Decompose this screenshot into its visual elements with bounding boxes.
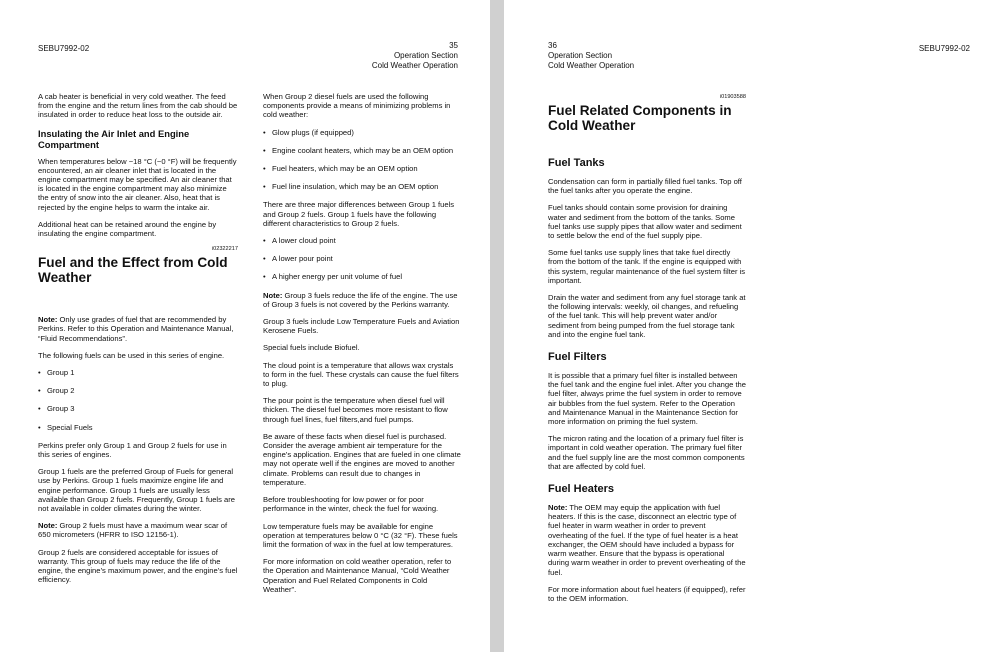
note-label: Note:	[263, 290, 283, 300]
list-item: • Group 2	[38, 386, 238, 395]
note-label: Note:	[548, 503, 568, 513]
paragraph: Special fuels include Biofuel.	[263, 343, 360, 353]
reference-id: i02322217	[211, 246, 238, 253]
note	[548, 503, 746, 577]
section-title: Operation Section	[393, 51, 458, 60]
list-item: • Group 1	[38, 368, 238, 377]
page-35	[0, 0, 490, 652]
paragraph: Fuel tanks should contain some provision for draining water and sediment from the bottom of the tanks. Some fuel tanks use supply pipes that allow water and sediment to settle below the end of the fuel supply pipe.	[548, 203, 742, 241]
page-number: 35	[449, 41, 458, 50]
subsection-title: Cold Weather Operation	[548, 61, 635, 70]
paragraph: Perkins prefer only Group 1 and Group 2 fuels for use in this series of engines.	[38, 440, 227, 460]
page-header-right	[300, 41, 458, 71]
page-number: 36	[548, 41, 557, 50]
paragraph: When Group 2 diesel fuels are used the following components provide a means of minimizing problems in cold weather:	[263, 92, 451, 120]
note-text: Only use grades of fuel that are recommended by Perkins. Refer to this Operation and Maintenance Manual, “Fluid Recommendations”.	[38, 315, 234, 343]
note-text: Group 3 fuels reduce the life of the engine. The use of Group 3 fuels is not covered by the Perkins warranty.	[263, 290, 458, 309]
paragraph: Before troubleshooting for low power or for poor performance in the winter, check the fuel for waxing.	[263, 495, 439, 514]
section-heading: Fuel Heaters	[548, 483, 615, 496]
right-column	[263, 92, 461, 602]
doc-code: SEBU7992-02	[38, 44, 90, 53]
note	[263, 291, 461, 309]
paragraph: For more information about fuel heaters (if equipped), refer to the OEM information.	[548, 584, 746, 603]
left-column	[38, 92, 238, 593]
section-heading: Fuel Filters	[548, 351, 607, 364]
list-item: • A higher energy per unit volume of fuel	[263, 272, 461, 281]
list-item: • A lower pour point	[263, 254, 461, 263]
note-label: Note:	[38, 521, 58, 531]
component-list	[263, 128, 461, 192]
list-item: • Group 3	[38, 404, 238, 413]
list-item: • A lower cloud point	[263, 236, 461, 245]
reference-id: i01903588	[719, 94, 746, 100]
paragraph: There are three major differences between Group 1 fuels and Group 2 fuels. Group 1 fuels have the following different characteristics to Group 2 fuels.	[263, 200, 455, 228]
paragraph: Condensation can form in partially filled fuel tanks. Top off the fuel tanks after you operate the engine.	[548, 177, 742, 196]
paragraph: Group 1 fuels are the preferred Group of Fuels for general use by Perkins. Group 1 fuels maximize engine life and engine performance. Group 1 fuels are usually less available than Group 2 fuels. Frequently, Group 1 fuels are not available in colder climates during the winter.	[38, 467, 235, 514]
note-text: Group 2 fuels must have a maximum wear scar of 650 micrometers (HFRR to ISO 12156-1).	[38, 521, 228, 540]
paragraph: Group 2 fuels are considered acceptable for issues of warranty. This group of fuels may reduce the life of the engine, the engine’s maximum power, and the engine’s fuel efficiency.	[38, 547, 238, 585]
paragraph: Group 3 fuels include Low Temperature Fuels and Aviation Kerosene Fuels.	[263, 317, 460, 336]
paragraph: For more information on cold weather operation, refer to the Operation and Maintenance Manual, “Cold Weather Operation and Fuel Related Components in Cold Weather”.	[263, 557, 452, 594]
paragraph: The pour point is the temperature when diesel fuel will thicken. The diesel fuel becomes more resistant to flow through fuel lines, fuel filters,and fuel pumps.	[263, 396, 448, 424]
fuel-group-list	[38, 368, 238, 432]
paragraph: It is possible that a primary fuel filter is installed between the fuel tank and the engine fuel inlet. After you change the fuel filter, always prime the fuel system in order to remove air bubbles from the fuel system. Refer to the Operation and Maintenance Manual in the Maintenance Section for more information on priming the fuel system.	[548, 371, 747, 427]
paragraph: When temperatures below −18 °C (−0 °F) will be frequently encountered, an air cleaner inlet that is located in the engine compartment may be specified. An air cleaner that is located in the engine compartment may also minimize the entry of snow into the air cleaner. Also, heat that is rejected by the engine helps to warm the intake air.	[38, 156, 237, 212]
paragraph: The following fuels can be used in this series of engine.	[38, 350, 225, 360]
paragraph: Be aware of these facts when diesel fuel is purchased. Consider the average ambient air temperature for the engine’s application. Engines that are fueled in one climate may not operate well if the engines are moved to another climate. Problems can result due to changes in temperature.	[263, 431, 461, 487]
list-item: • Fuel heaters, which may be an OEM option	[263, 164, 461, 173]
note-label: Note:	[38, 315, 58, 325]
topic-heading: Fuel Related Components in Cold Weather	[548, 103, 732, 133]
page-divider	[490, 0, 504, 652]
note	[38, 315, 238, 343]
paragraph: Some fuel tanks use supply lines that take fuel directly from the bottom of the tank. If the engine is equipped with this system, regular maintenance of the fuel system filter is important.	[548, 248, 746, 285]
subsection-title: Cold Weather Operation	[371, 61, 458, 70]
paragraph: Additional heat can be retained around the engine by insulating the engine compartment.	[38, 219, 217, 239]
list-item: • Fuel line insulation, which may be an OEM option	[263, 182, 461, 191]
paragraph: A cab heater is beneficial in very cold weather. The feed from the engine and the return lines from the cab should be insulated in order to reduce heat loss to the outside air.	[38, 92, 238, 120]
list-item: • Special Fuels	[38, 423, 238, 432]
paragraph: Drain the water and sediment from any fuel storage tank at the following intervals: weekly, oil changes, and refueling of the fuel tank. This will help prevent water and/or sediment from being pumped from the fuel storage tank and into the engine fuel tank.	[548, 293, 746, 339]
paragraph: The micron rating and the location of a primary fuel filter is important in cold weather operation. The primary fuel filter and the fuel supply line are the most common components that are affected by cold fuel.	[548, 434, 745, 471]
note-text: The OEM may equip the application with fuel heaters. If this is the case, disconnect an electric type of fuel heater in warm weather in order to prevent overheating of the fuel. If the type of fuel heater is a heat exchanger, the OEM should have included a bypass for warm weather. Ensure that the bypass is operational during warm weather in order to prevent overheating of the fuel.	[548, 503, 746, 577]
difference-list	[263, 236, 461, 282]
topic-heading: Fuel and the Effect from Cold Weather	[38, 255, 228, 286]
section-heading: Fuel Tanks	[548, 157, 605, 169]
paragraph: Low temperature fuels may be available for engine operation at temperatures below 0 °C (32 °F). These fuels limit the formation of wax in the fuel at low temperatures.	[263, 521, 458, 549]
paragraph: The cloud point is a temperature that allows wax crystals to form in the fuel. These crystals can cause the fuel filters to plug.	[263, 360, 459, 389]
page-header-left	[548, 41, 634, 71]
list-item: • Engine coolant heaters, which may be an OEM option	[263, 146, 461, 155]
section-heading: Insulating the Air Inlet and Engine Compartment	[38, 127, 190, 150]
main-column	[548, 94, 746, 611]
page-36	[504, 0, 984, 652]
doc-code: SEBU7992-02	[918, 44, 970, 53]
list-item: • Glow plugs (if equipped)	[263, 128, 461, 137]
section-title: Operation Section	[548, 51, 613, 60]
note	[38, 521, 238, 539]
